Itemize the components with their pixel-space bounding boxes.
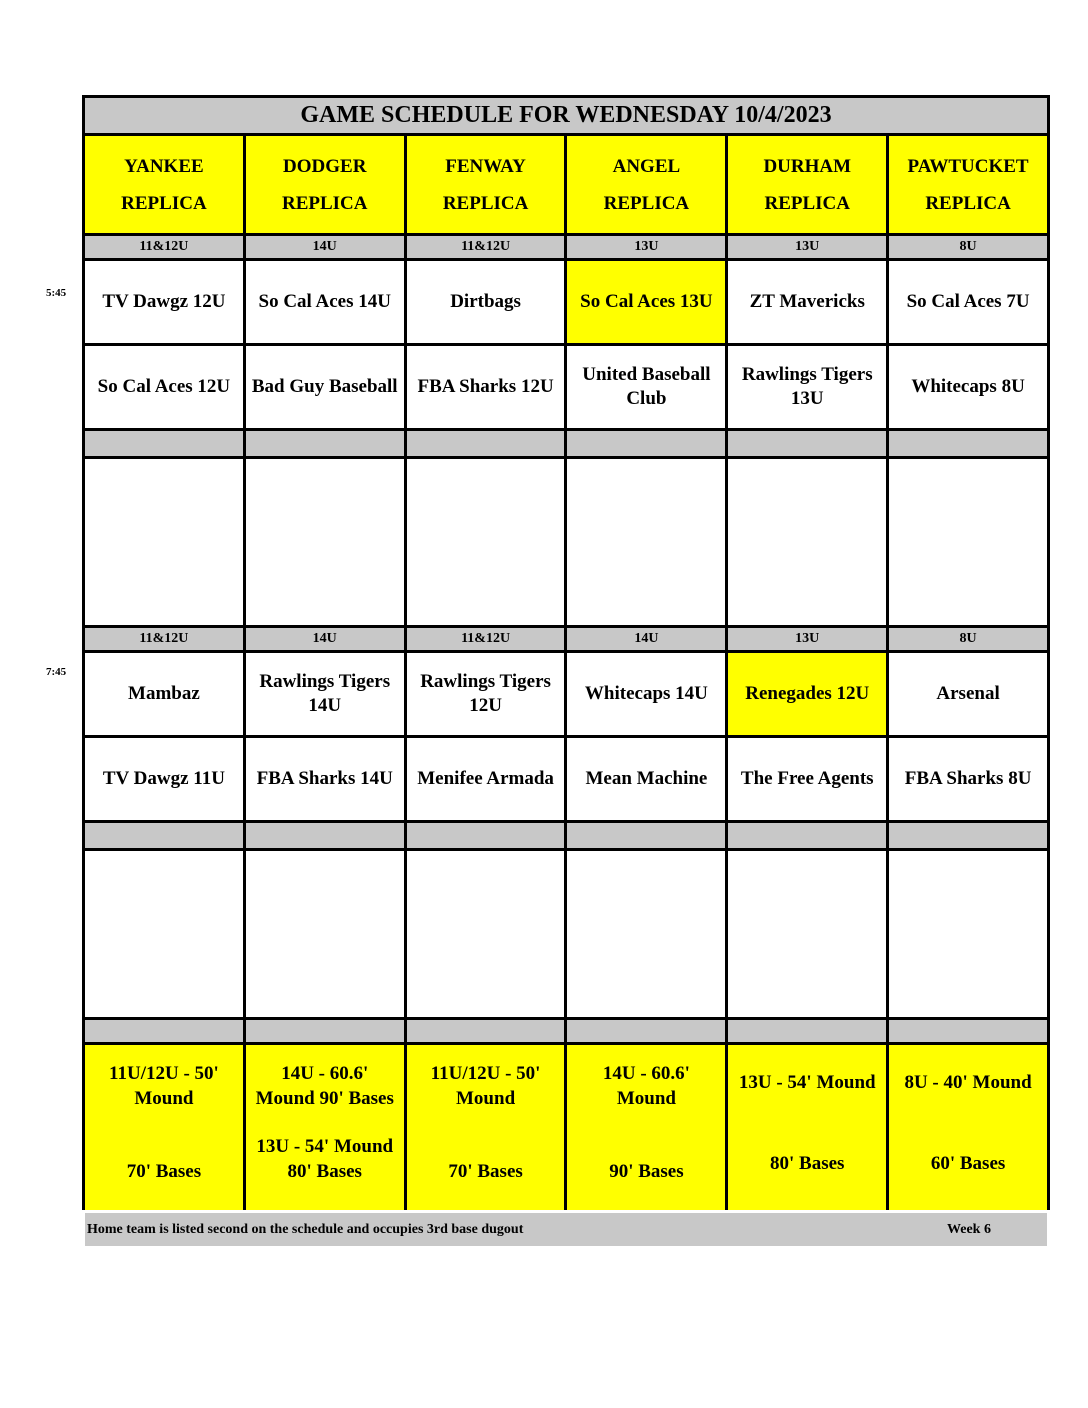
field-header-dodger bbox=[246, 136, 404, 233]
field-sub: REPLICA bbox=[603, 192, 690, 214]
field-sub: REPLICA bbox=[121, 192, 207, 214]
spacer-row bbox=[728, 823, 886, 848]
spacer-row bbox=[889, 1020, 1047, 1042]
footer-note-row bbox=[85, 1213, 1047, 1246]
home-team: FBA Sharks 14U bbox=[246, 738, 404, 820]
spec-bottom: 13U - 54' Mound 80' Bases bbox=[256, 1136, 394, 1182]
field-spec bbox=[889, 1045, 1047, 1210]
empty-slot bbox=[889, 851, 1047, 1017]
spacer-row bbox=[246, 431, 404, 456]
field-spec bbox=[85, 1045, 243, 1210]
division-label: 13U bbox=[728, 236, 886, 258]
away-team: TV Dawgz 12U bbox=[85, 261, 243, 343]
time-slot-2: 7:45 bbox=[46, 666, 67, 678]
away-team: Whitecaps 14U bbox=[567, 653, 725, 735]
time-slot-1: 5:45 bbox=[46, 287, 67, 299]
division-label: 8U bbox=[889, 628, 1047, 650]
spec-bottom: 80' Bases bbox=[770, 1152, 845, 1174]
away-team: Arsenal bbox=[889, 653, 1047, 735]
field-name: DURHAM bbox=[763, 155, 852, 177]
home-team: TV Dawgz 11U bbox=[85, 738, 243, 820]
empty-slot bbox=[567, 851, 725, 1017]
spacer-row bbox=[567, 823, 725, 848]
spacer-row bbox=[889, 431, 1047, 456]
empty-slot bbox=[567, 459, 725, 625]
home-team: Bad Guy Baseball bbox=[246, 346, 404, 428]
empty-slot bbox=[85, 851, 243, 1017]
field-spec bbox=[567, 1045, 725, 1210]
division-label: 13U bbox=[567, 236, 725, 258]
spacer-row bbox=[85, 431, 243, 456]
division-label: 14U bbox=[246, 628, 404, 650]
spacer-row bbox=[567, 1020, 725, 1042]
field-name: ANGEL bbox=[612, 155, 681, 177]
field-name: FENWAY bbox=[445, 155, 526, 177]
schedule-title: GAME SCHEDULE FOR WEDNESDAY 10/4/2023 bbox=[85, 98, 1047, 133]
field-sub: REPLICA bbox=[442, 192, 529, 214]
spacer-row bbox=[728, 1020, 886, 1042]
division-label: 11&12U bbox=[85, 628, 243, 650]
empty-slot bbox=[889, 459, 1047, 625]
footer-note: Home team is listed second on the schedule and occupies 3rd base dugout bbox=[87, 1221, 524, 1237]
away-team: ZT Mavericks bbox=[728, 261, 886, 343]
empty-slot bbox=[407, 851, 565, 1017]
spacer-row bbox=[246, 823, 404, 848]
away-team: So Cal Aces 7U bbox=[889, 261, 1047, 343]
home-team: FBA Sharks 8U bbox=[889, 738, 1047, 820]
field-sub: REPLICA bbox=[281, 192, 368, 214]
spec-top: 11U/12U - 50' Mound bbox=[430, 1063, 541, 1109]
spacer-row bbox=[567, 431, 725, 456]
division-label: 11&12U bbox=[85, 236, 243, 258]
spec-top: 11U/12U - 50' Mound bbox=[109, 1063, 219, 1109]
field-spec bbox=[407, 1045, 565, 1210]
field-sub: REPLICA bbox=[925, 192, 1011, 214]
field-header-angel bbox=[567, 136, 725, 233]
field-header-yankee bbox=[85, 136, 243, 233]
week-label: Week 6 bbox=[947, 1221, 991, 1237]
spacer-row bbox=[85, 1020, 243, 1042]
spacer-row bbox=[407, 823, 565, 848]
home-team: FBA Sharks 12U bbox=[407, 346, 565, 428]
home-team: Mean Machine bbox=[567, 738, 725, 820]
away-team: So Cal Aces 14U bbox=[246, 261, 404, 343]
spec-top: 8U - 40' Mound bbox=[904, 1071, 1032, 1093]
spacer-row bbox=[407, 1020, 565, 1042]
spec-bottom: 70' Bases bbox=[448, 1161, 523, 1182]
spacer-row bbox=[246, 1020, 404, 1042]
field-spec bbox=[728, 1045, 886, 1210]
spacer-row bbox=[889, 823, 1047, 848]
spec-top: 13U - 54' Mound bbox=[738, 1071, 876, 1093]
empty-slot bbox=[407, 459, 565, 625]
empty-slot bbox=[728, 851, 886, 1017]
spacer-row bbox=[728, 431, 886, 456]
home-team: The Free Agents bbox=[728, 738, 886, 820]
away-team: Mambaz bbox=[85, 653, 243, 735]
empty-slot bbox=[246, 851, 404, 1017]
empty-slot bbox=[728, 459, 886, 625]
spec-bottom: 90' Bases bbox=[609, 1161, 684, 1182]
away-team: Dirtbags bbox=[407, 261, 565, 343]
field-header-pawtucket bbox=[889, 136, 1047, 233]
division-label: 11&12U bbox=[407, 236, 565, 258]
division-label: 8U bbox=[889, 236, 1047, 258]
away-team: So Cal Aces 13U bbox=[567, 261, 725, 343]
home-team: Whitecaps 8U bbox=[889, 346, 1047, 428]
spacer-row bbox=[85, 823, 243, 848]
field-name: PAWTUCKET bbox=[907, 155, 1029, 177]
field-header-durham bbox=[728, 136, 886, 233]
spec-top: 14U - 60.6' Mound 90' Bases bbox=[255, 1063, 394, 1109]
field-name: YANKEE bbox=[124, 155, 204, 177]
home-team: Menifee Armada bbox=[407, 738, 565, 820]
field-sub: REPLICA bbox=[764, 192, 850, 214]
spacer-row bbox=[407, 431, 565, 456]
spec-bottom: 70' Bases bbox=[126, 1161, 202, 1182]
home-team: So Cal Aces 12U bbox=[85, 346, 243, 428]
field-spec bbox=[246, 1045, 404, 1210]
away-team: Rawlings Tigers 12U bbox=[407, 653, 565, 735]
division-label: 14U bbox=[246, 236, 404, 258]
field-header-fenway bbox=[407, 136, 565, 233]
empty-slot bbox=[85, 459, 243, 625]
spec-bottom: 60' Bases bbox=[930, 1152, 1006, 1174]
division-label: 14U bbox=[567, 628, 725, 650]
away-team: Renegades 12U bbox=[728, 653, 886, 735]
spec-top: 14U - 60.6' Mound bbox=[602, 1063, 690, 1109]
schedule-table bbox=[82, 95, 1050, 1237]
home-team: Rawlings Tigers 13U bbox=[728, 346, 886, 428]
field-name: DODGER bbox=[283, 155, 367, 177]
empty-slot bbox=[246, 459, 404, 625]
division-label: 13U bbox=[728, 628, 886, 650]
home-team: United Baseball Club bbox=[567, 346, 725, 428]
away-team: Rawlings Tigers 14U bbox=[246, 653, 404, 735]
division-label: 11&12U bbox=[407, 628, 565, 650]
